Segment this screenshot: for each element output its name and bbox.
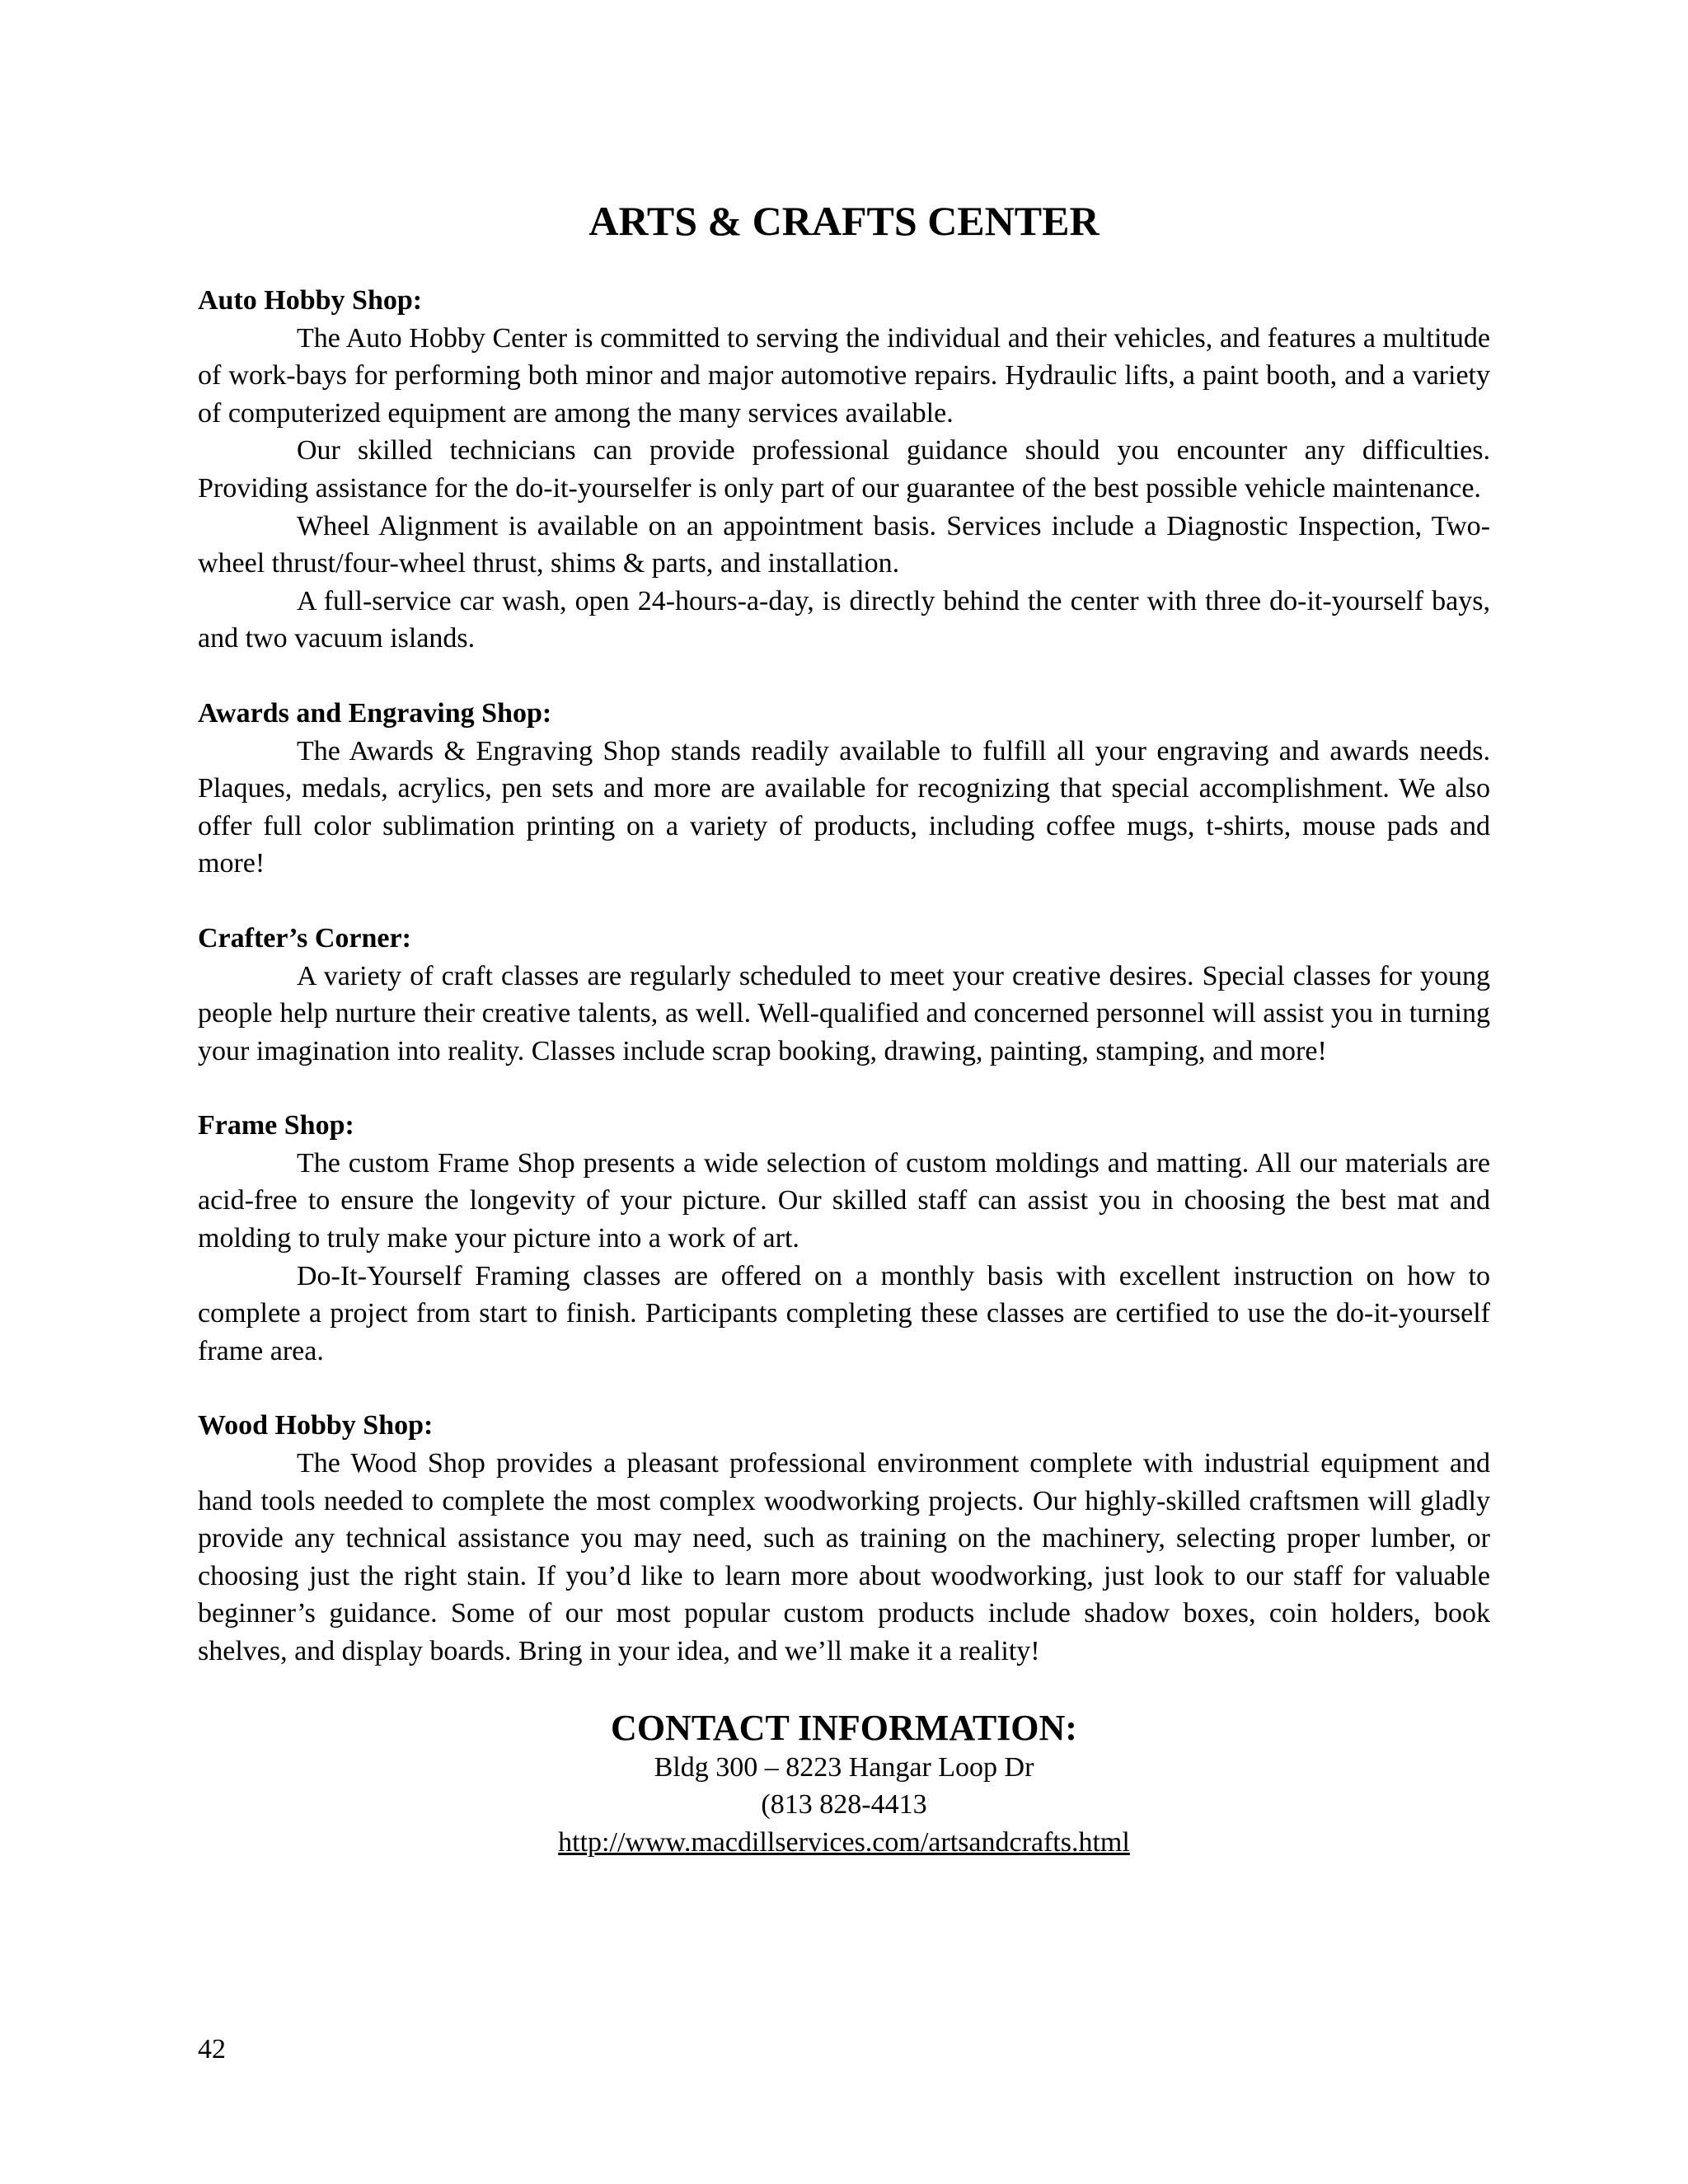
section-crafters-corner [198,920,1490,1070]
section-paragraph: The Awards & Engraving Shop stands readily available to fulfill all your engraving and awards needs. Plaques, medals, acrylics, pen sets and more are available for recognizing that special accomplishment. We also offer full color sublimation printing on a variety of products, including coffee mugs, t-shirts, mouse pads and more! [198,735,1490,879]
section-wood-hobby-shop [198,1407,1490,1670]
page-title: ARTS & CRAFTS CENTER [588,198,1100,244]
section-paragraph: The Wood Shop provides a pleasant professional environment complete with industrial equipment and hand tools needed to complete the most complex woodworking projects. Our highly-skilled craftsmen will gladly provide any technical assistance you may need, such as training on the machinery, selecting proper lumber, or choosing just the right stain. If you’d like to learn more about woodworking, just look to our staff for valuable beginner’s guidance. Some of our most popular custom products include shadow boxes, coin holders, book shelves, and display boards. Bring in your idea, and we’ll make it a reality! [198,1448,1490,1666]
section-paragraph: Wheel Alignment is available on an appointment basis. Services include a Diagnostic Inspection, Two-wheel thrust/four-wheel thrust, shims & parts, and installation. [198,510,1490,579]
contact-title: CONTACT INFORMATION: [611,1707,1077,1748]
section-frame-shop [198,1107,1490,1370]
contact-phone: (813 828-4413 [761,1789,927,1821]
section-heading: Wood Hobby Shop: [198,1410,434,1441]
contact-address: Bldg 300 – 8223 Hangar Loop Dr [654,1751,1034,1783]
section-awards-engraving-shop [198,695,1490,883]
section-paragraph: The Auto Hobby Center is committed to serving the individual and their vehicles, and features a multitude of work-bays for performing both minor and major automotive repairs. Hydraulic lifts, a paint booth, and a variety of computerized equipment are among the many services available. [198,322,1490,429]
section-heading: Auto Hobby Shop: [198,285,423,316]
section-paragraph: The custom Frame Shop presents a wide selection of custom moldings and matting. All our materials are acid-free to ensure the longevity of your picture. Our skilled staff can assist you in choosing the best mat and molding to truly make your picture into a work of art. [198,1147,1490,1254]
section-heading: Awards and Engraving Shop: [198,697,552,729]
section-heading: Frame Shop: [198,1110,354,1141]
section-paragraph: Do-It-Yourself Framing classes are offered on a monthly basis with excellent instruction on how to complete a project from start to finish. Participants completing these classes are certified to use the do-it-yourself frame area. [198,1260,1490,1366]
section-paragraph: A variety of craft classes are regularly scheduled to meet your creative desires. Special classes for young people help nurture their creative talents, as well. Well-qualified and concerned personnel will assist you in turning your imagination into reality. Classes include scrap booking, drawing, painting, stamping, and more! [198,960,1490,1066]
contact-url-line [198,1824,1490,1862]
page-number: 42 [198,2034,226,2064]
section-auto-hobby-shop [198,282,1490,658]
document-page [198,196,1490,1861]
contact-url-link[interactable]: http://www.macdillservices.com/artsandcrafts.html [558,1826,1130,1858]
contact-block [198,1708,1490,1862]
section-paragraph: Our skilled technicians can provide professional guidance should you encounter any difficulties. Providing assistance for the do-it-yourselfer is only part of our guarantee of the best possible vehicle maintenance. [198,435,1490,504]
section-heading: Crafter’s Corner: [198,922,411,954]
section-paragraph: A full-service car wash, open 24-hours-a-day, is directly behind the center with three do-it-yourself bays, and two vacuum islands. [198,585,1490,654]
